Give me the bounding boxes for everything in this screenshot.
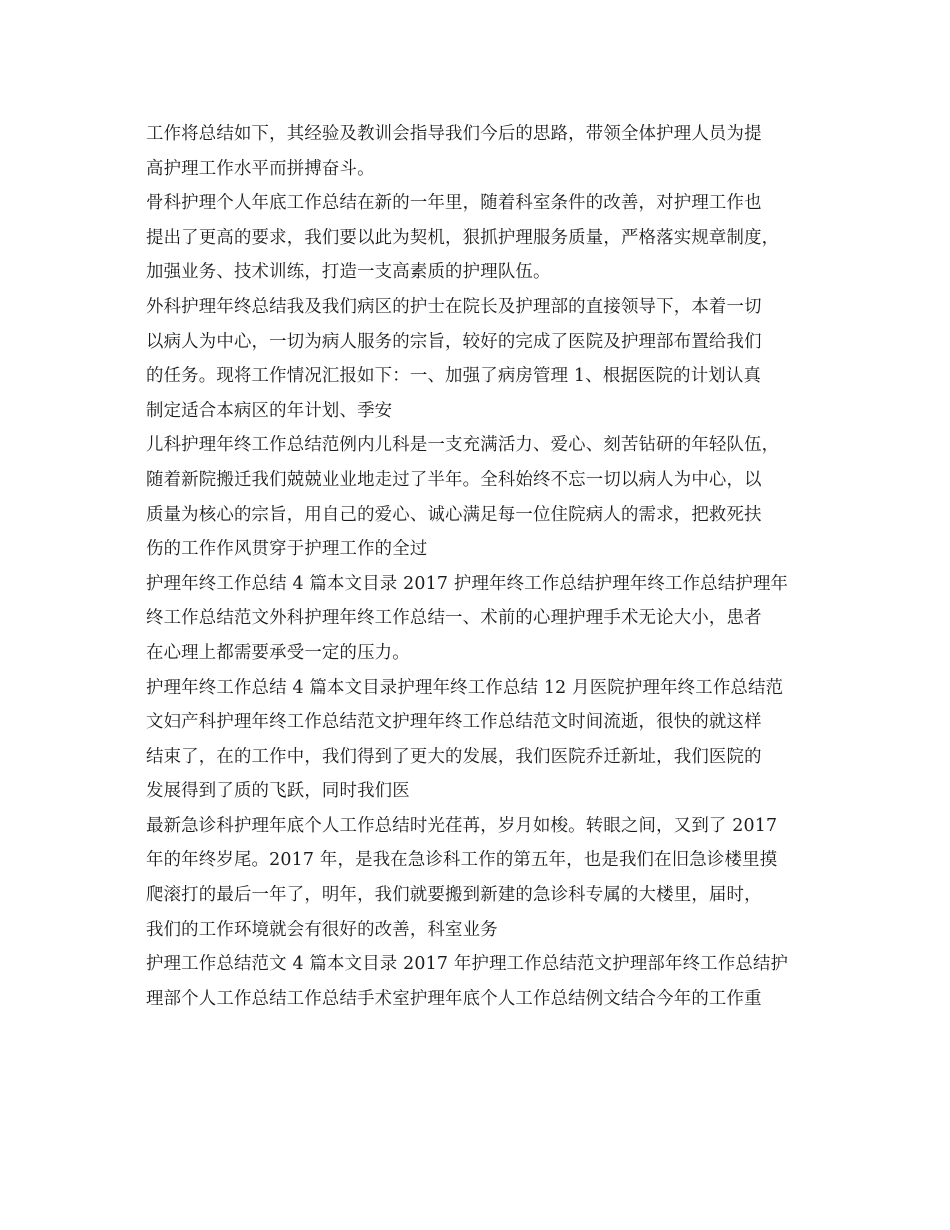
text-line: 终工作总结范文外科护理年终工作总结一、术前的心理护理手术无论大小，患者	[146, 608, 762, 629]
text-line: 护理年终工作总结 4 篇本文目录 2017 护理年终工作总结护理年终工作总结护理年	[146, 573, 789, 594]
text-line: 制定适合本病区的年计划、季安	[146, 400, 393, 421]
text-line: 文妇产科护理年终工作总结范文护理年终工作总结范文时间流逝，很快的就这样	[146, 712, 762, 733]
text-line: 质量为核心的宗旨，用自己的爱心、诚心满足每一位住院病人的需求，把救死扶	[146, 504, 762, 525]
text-line: 工作将总结如下，其经验及教训会指导我们今后的思路，带领全体护理人员为提	[146, 124, 762, 144]
text-line: 我们的工作环境就会有很好的改善，科室业务	[146, 919, 498, 940]
text-line: 最新急诊科护理年底个人工作总结时光荏苒，岁月如梭。转眼之间，又到了 2017	[146, 815, 778, 836]
document-body	[146, 117, 806, 1016]
text-line: 外科护理年终总结我及我们病区的护士在院长及护理部的直接领导下，本着一切	[146, 296, 762, 317]
text-line: 以病人为中心，一切为病人服务的宗旨，较好的完成了医院及护理部布置给我们	[146, 331, 762, 352]
text-line: 年的年终岁尾。2017 年，是我在急诊科工作的第五年，也是我们在旧急诊楼里摸	[146, 850, 778, 871]
text-line: 护理年终工作总结 4 篇本文目录护理年终工作总结 12 月医院护理年终工作总结范	[146, 677, 784, 698]
text-line: 提出了更高的要求，我们要以此为契机，狠抓护理服务质量，严格落实规章制度，	[146, 227, 780, 248]
text-line: 结束了，在的工作中，我们得到了更大的发展，我们医院乔迁新址，我们医院的	[146, 746, 762, 767]
text-line: 在心理上都需要承受一定的压力。	[146, 642, 410, 663]
text-line: 加强业务、技术训练，打造一支高素质的护理队伍。	[146, 262, 551, 283]
text-line: 理部个人工作总结工作总结手术室护理年底个人工作总结例文结合今年的工作重	[146, 988, 762, 1009]
text-line: 随着新院搬迁我们兢兢业业地走过了半年。全科始终不忘一切以病人为中心，以	[146, 469, 762, 490]
text-line: 儿科护理年终工作总结范例内儿科是一支充满活力、爱心、刻苦钻研的年轻队伍，	[146, 435, 780, 456]
text-line: 高护理工作水平而拼搏奋斗。	[146, 158, 375, 179]
text-line: 伤的工作作风贯穿于护理工作的全过	[146, 539, 428, 560]
text-line: 发展得到了质的飞跃，同时我们医	[146, 781, 410, 802]
text-line: 骨科护理个人年底工作总结在新的一年里，随着科室条件的改善，对护理工作也	[146, 193, 762, 214]
text-line: 护理工作总结范文 4 篇本文目录 2017 年护理工作总结范文护理部年终工作总结护	[146, 954, 789, 975]
text-line: 的任务。现将工作情况汇报如下：一、加强了病房管理 1、根据医院的计划认真	[146, 366, 762, 387]
text-line: 爬滚打的最后一年了，明年，我们就要搬到新建的急诊科专属的大楼里，届时，	[146, 885, 762, 906]
